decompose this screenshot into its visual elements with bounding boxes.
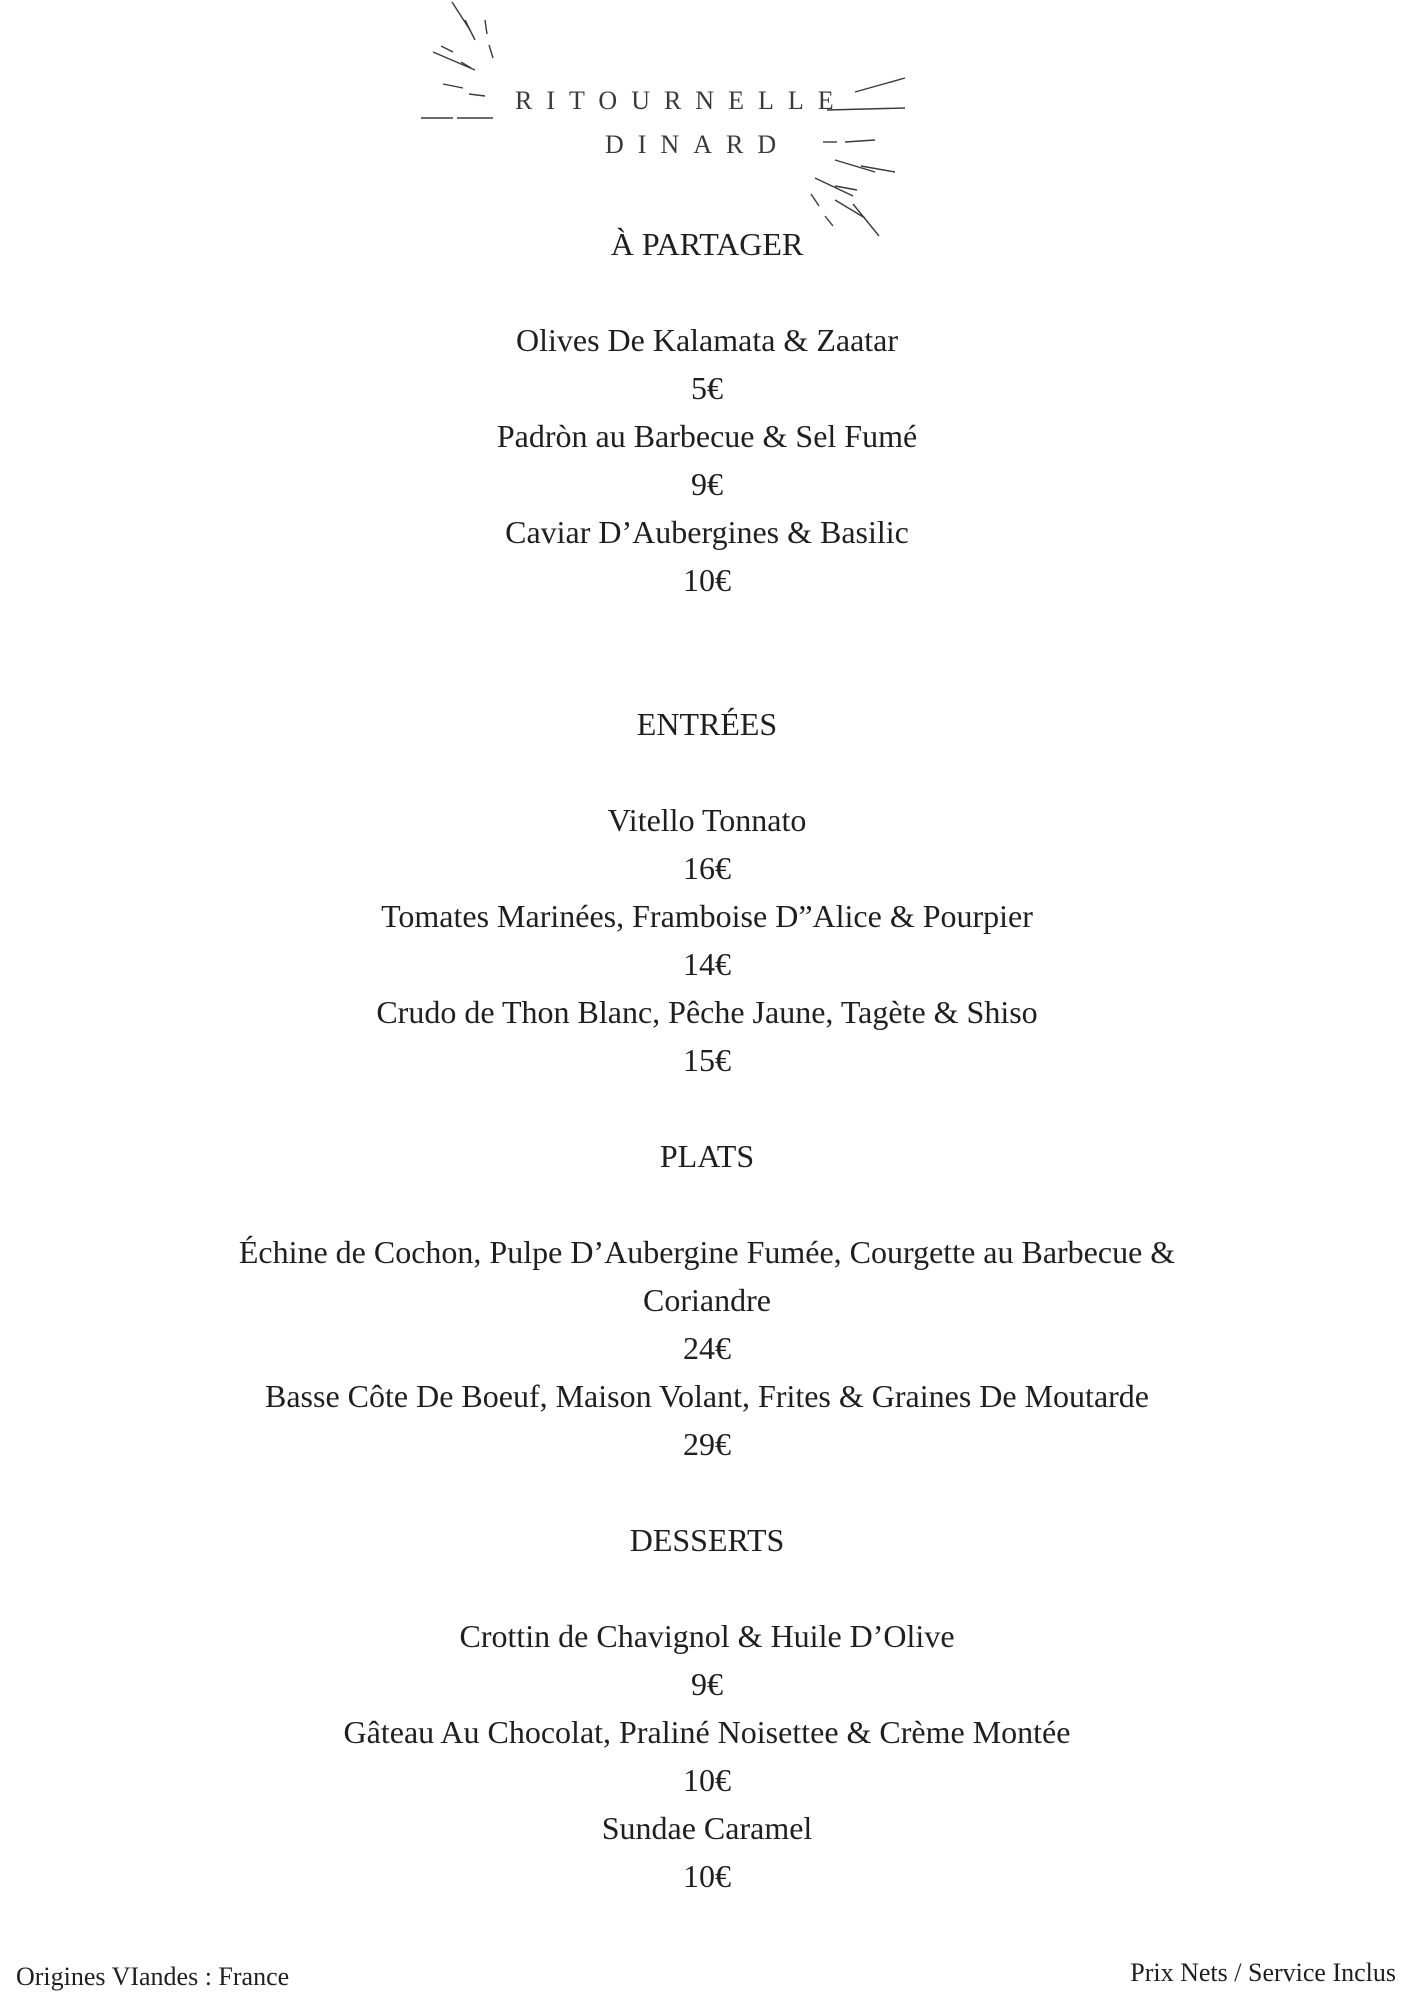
menu-item (0, 1612, 1414, 1708)
item-name: Gâteau Au Chocolat, Praliné Noisettee & Crème Montée (343, 1714, 1071, 1750)
menu-item (0, 316, 1414, 412)
item-name: Basse Côte De Boeuf, Maison Volant, Frites & Graines De Moutarde (264, 1378, 1149, 1414)
meat-origin-note: Origines VIandes : France (16, 1962, 290, 1991)
item-name: Crottin de Chavignol & Huile D’Olive (459, 1618, 955, 1654)
section-plats (0, 1132, 1414, 1468)
sunburst-icon (405, 0, 945, 250)
menu-item (0, 1804, 1414, 1900)
item-name: Tomates Marinées, Framboise D”Alice & Pourpier (381, 898, 1033, 934)
item-price: 9€ (691, 1666, 723, 1702)
section-title: DESSERTS (629, 1522, 785, 1558)
item-price: 10€ (683, 1858, 731, 1894)
section-title: À PARTAGER (610, 226, 804, 262)
section-a-partager (0, 220, 1414, 604)
item-price: 15€ (683, 1042, 731, 1078)
menu-item (0, 412, 1414, 508)
item-price: 14€ (683, 946, 731, 982)
item-price: 10€ (683, 1762, 731, 1798)
restaurant-logo (405, 0, 945, 250)
item-price: 16€ (683, 850, 731, 886)
item-name: Padròn au Barbecue & Sel Fumé (496, 418, 918, 454)
menu-item (0, 988, 1414, 1084)
item-name: Caviar D’Aubergines & Basilic (505, 514, 909, 550)
menu-item (0, 508, 1414, 604)
item-name: Olives De Kalamata & Zaatar (515, 322, 899, 358)
item-name: Vitello Tonnato (607, 802, 807, 838)
item-price: 10€ (683, 562, 731, 598)
menu-item (0, 796, 1414, 892)
section-title: PLATS (659, 1138, 755, 1174)
item-name: Échine de Cochon, Pulpe D’Aubergine Fumée, Courgette au Barbecue & (238, 1234, 1176, 1270)
menu-item (0, 1708, 1414, 1804)
item-price: 29€ (683, 1426, 731, 1462)
section-desserts (0, 1516, 1414, 1900)
menu-item (0, 1228, 1414, 1372)
section-title: ENTRÉES (636, 706, 778, 742)
item-price: 24€ (683, 1330, 731, 1366)
menu (0, 220, 1414, 1948)
price-note: Prix Nets / Service Inclus (1130, 1958, 1396, 1987)
item-name-continued: Coriandre (643, 1282, 771, 1318)
menu-item (0, 1372, 1414, 1468)
item-price: 9€ (691, 466, 723, 502)
logo-name: RITOURNELLE (515, 86, 848, 115)
section-entrees (0, 700, 1414, 1084)
logo-location: DINARD (605, 130, 791, 159)
menu-item (0, 892, 1414, 988)
item-name: Crudo de Thon Blanc, Pêche Jaune, Tagète & Shiso (376, 994, 1038, 1030)
item-name: Sundae Caramel (601, 1810, 813, 1846)
item-price: 5€ (691, 370, 723, 406)
